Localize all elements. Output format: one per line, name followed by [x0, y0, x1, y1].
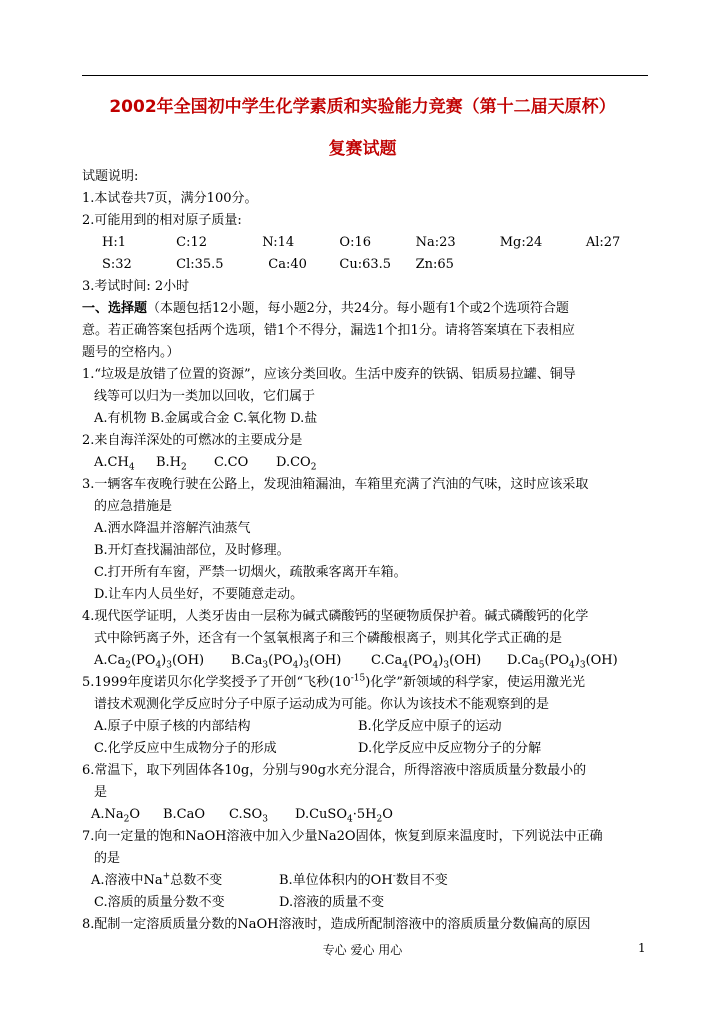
atomic-mass: Mg:24	[499, 235, 543, 250]
instruction-item-2: 2.可能用到的相对原子质量:	[82, 213, 242, 228]
atomic-mass: C:12	[176, 235, 208, 250]
footer-motto: 专心 爱心 用心	[322, 943, 403, 957]
question-1-options: A.有机物 B.金属或合金 C.氧化物 D.盐	[94, 411, 318, 426]
atomic-mass: O:16	[339, 235, 372, 250]
question-7-cont: 的是	[94, 851, 121, 866]
question-1-cont: 线等可以归为一类加以回收，它们属于	[94, 389, 316, 404]
question-6-options: $A.Na_2O$ B.CaO $C.SO_3$ $D.CuSO_4\cdot 5H_2O$	[91, 807, 393, 825]
question-5-options-ab: A.原子中原子核的内部结构 B.化学反应中原子的运动	[94, 719, 502, 734]
instruction-item-1: 1.本试卷共7页，满分100分。	[82, 191, 258, 206]
question-8: 8.配制一定溶质质量分数的NaOH溶液时，造成所配制溶液中的溶质质量分数偏高的原因	[82, 917, 591, 932]
question-7-options-cd: C.溶质的质量分数不变 D.溶液的质量不变	[94, 895, 385, 910]
question-3: 3.一辆客车夜晚行驶在公路上，发现油箱漏油，车箱里充满了汽油的气味，这时应该采取	[82, 477, 589, 492]
header-rule	[82, 75, 648, 76]
question-5: 5.1999年度诺贝尔化学奖授予了开创“飞秒$(10^{-15})$化学”新领域的科学家，使运用激光光	[82, 673, 585, 690]
question-7-options-ab: A.溶液中Na+总数不变 B.单位体积内的OH-数目不变	[91, 871, 448, 888]
question-3-option-a: A.洒水降温并溶解汽油蒸气	[94, 521, 251, 536]
document-body	[82, 166, 650, 936]
section-intro-line: 意。若正确答案包括两个选项，错1个不得分，漏选1个扣1分。请将答案填在下表相应	[82, 323, 575, 338]
atomic-mass-row-1	[82, 232, 650, 254]
question-5-options-cd: C.化学反应中生成物分子的形成 D.化学反应中反应物分子的分解	[94, 741, 542, 756]
question-3-option-c: C.打开所有车窗，严禁一切烟火，疏散乘客离开车箱。	[94, 565, 407, 580]
question-3-cont: 的应急措施是	[94, 499, 173, 514]
atomic-mass: Na:23	[415, 235, 456, 250]
question-2-options: $A.CH_4$ $B.H_2$ C.CO $D.CO_2$	[94, 455, 317, 473]
question-5-cont: 谱技术观测化学反应时分子中原子运动成为可能。你认为该技术不能观察到的是	[94, 697, 550, 712]
atomic-mass: Ca:40	[268, 257, 307, 272]
instruction-item-3: 3.考试时间: 2小时	[82, 279, 190, 294]
atomic-mass: N:14	[262, 235, 295, 250]
atomic-mass: H:1	[102, 235, 126, 250]
page-title: 2002年全国初中学生化学素质和实验能力竞赛（第十二届天原杯）	[109, 97, 616, 117]
question-4-options: $A.Ca_2(PO_4)_3(OH)$ $B.Ca_3(PO_4)_3(OH)$ $C.Ca_4(PO_4)_3(OH)$ $D.Ca_5(PO_4)_3(OH)$	[94, 653, 618, 671]
question-6-cont: 是	[94, 785, 108, 800]
question-6: 6.常温下，取下列固体各10g，分别与90g水充分混合，所得溶液中溶质质量分数最小的	[82, 763, 587, 778]
page-number: 1	[638, 941, 646, 955]
atomic-mass-row-2	[82, 254, 650, 276]
question-4: 4.现代医学证明，人类牙齿由一层称为碱式磷酸钙的坚硬物质保护着。碱式磷酸钙的化学	[82, 609, 589, 624]
atomic-mass: Zn:65	[415, 257, 454, 272]
question-1: 1.“垃圾是放错了位置的资源”，应该分类回收。生活中废弃的铁锅、铝质易拉罐、铜导	[82, 367, 576, 382]
instructions-heading: 试题说明:	[82, 169, 139, 184]
section-intro: 一、选择题（本题包括12小题，每小题2分，共24分。每小题有1个或2个选项符合题	[82, 301, 569, 316]
question-4-cont: 式中除钙离子外，还含有一个氢氧根离子和三个磷酸根离子，则其化学式正确的是	[94, 631, 563, 646]
atomic-mass: Cl:35.5	[176, 257, 224, 272]
atomic-mass: Al:27	[585, 235, 621, 250]
page-subtitle: 复赛试题	[328, 139, 397, 159]
section-intro-line: 题号的空格内。）	[82, 345, 180, 360]
question-3-option-b: B.开灯查找漏油部位，及时修理。	[94, 543, 290, 558]
atomic-mass: Cu:63.5	[339, 257, 392, 272]
question-3-option-d: D.让车内人员坐好，不要随意走动。	[94, 587, 304, 602]
section-heading: 一、选择题	[82, 301, 148, 316]
question-2: 2.来自海洋深处的可燃冰的主要成分是	[82, 433, 303, 448]
question-7: 7.向一定量的饱和NaOH溶液中加入少量Na2O固体，恢复到原来温度时，下列说法中正确	[82, 829, 603, 844]
atomic-mass: S:32	[102, 257, 132, 272]
